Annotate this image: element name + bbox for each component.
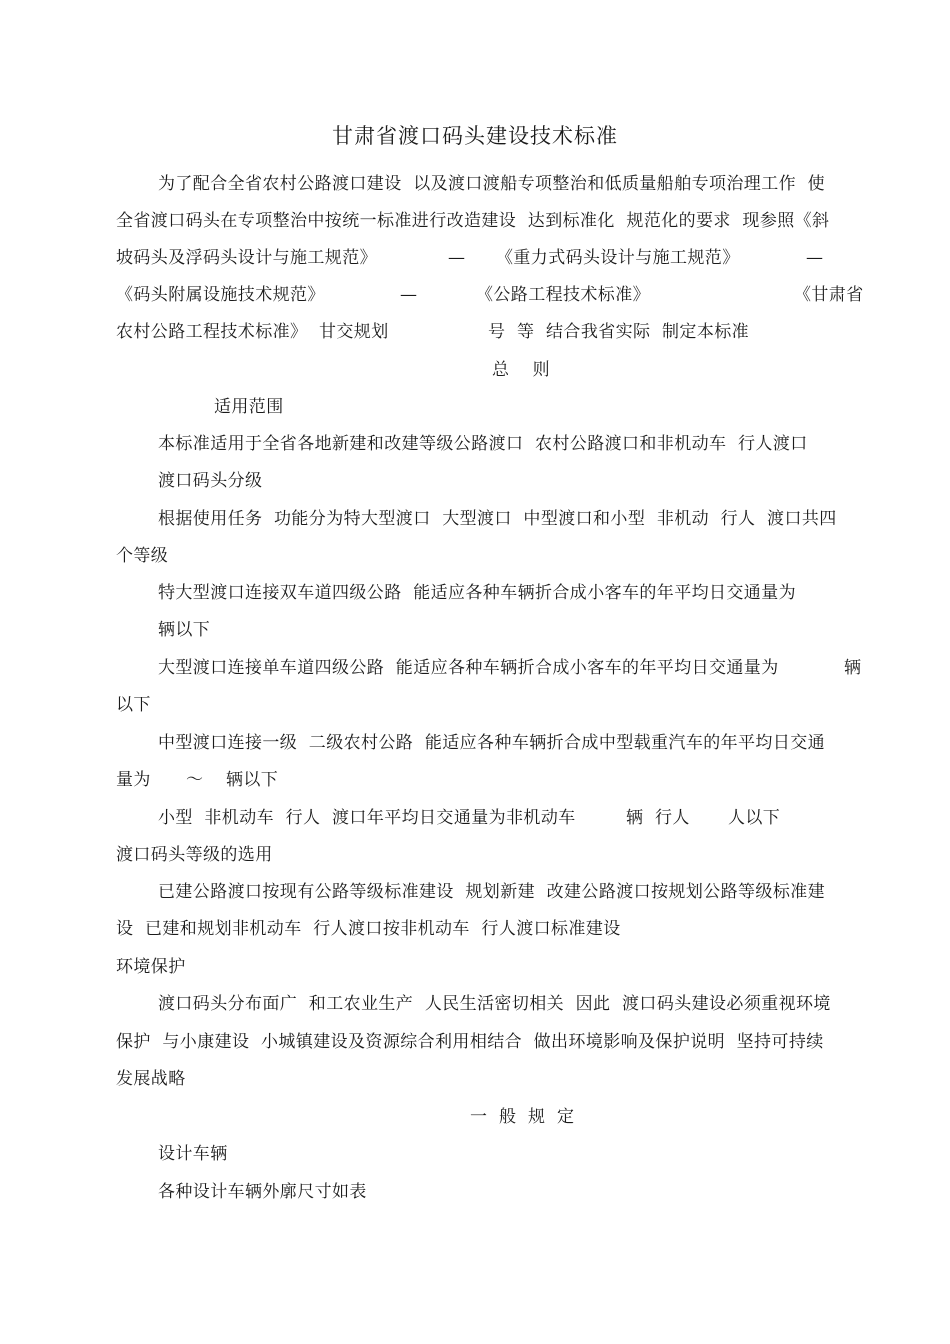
section-heading: 总 则: [492, 360, 551, 380]
document-title: 甘肃省渡口码头建设技术标准: [332, 124, 618, 148]
paragraph-line: 全省渡口码头在专项整治中按统一标准进行改造建设 达到标准化 规范化的要求 现参照《斜: [116, 211, 830, 231]
paragraph-line: 大型渡口连接单车道四级公路 能适应各种车辆折合成小客车的年平均日交通量为: [158, 658, 779, 678]
paragraph-line: 辆以下: [226, 770, 279, 790]
paragraph-line: 根据使用任务 功能分为特大型渡口 大型渡口 中型渡口和小型 非机动 行人 渡口共四: [158, 509, 837, 529]
subsection-heading: 渡口码头分级: [158, 471, 263, 491]
paragraph-line: 量为: [116, 770, 151, 790]
paragraph-line: 辆以下: [158, 620, 211, 640]
paragraph-line: 保护 与小康建设 小城镇建设及资源综合利用相结合 做出环境影响及保护说明 坚持可持续: [116, 1032, 824, 1052]
subsection-heading: 渡口码头等级的选用: [116, 845, 273, 865]
paragraph-line: 中型渡口连接一级 二级农村公路 能适应各种车辆折合成中型载重汽车的年平均日交通: [158, 733, 826, 753]
paragraph-line: 农村公路工程技术标准》 甘交规划: [116, 322, 389, 342]
paragraph-line: 小型 非机动车 行人 渡口年平均日交通量为非机动车: [158, 808, 576, 828]
paragraph-line: 《码头附属设施技术规范》: [116, 285, 325, 305]
paragraph-line: 辆: [844, 658, 862, 678]
paragraph-line: 设 已建和规划非机动车 行人渡口按非机动车 行人渡口标准建设: [116, 919, 621, 939]
subsection-heading: 适用范围: [214, 397, 284, 417]
dash-separator: —: [806, 248, 824, 268]
paragraph-line: 发展战略: [116, 1069, 186, 1089]
paragraph-line: 坡码头及浮码头设计与施工规范》: [116, 248, 377, 268]
paragraph-line: 号 等 结合我省实际 制定本标准: [488, 322, 750, 342]
subsection-heading: 设计车辆: [158, 1144, 228, 1164]
paragraph-line: 本标准适用于全省各地新建和改建等级公路渡口 农村公路渡口和非机动车 行人渡口: [158, 434, 808, 454]
paragraph-line: 《重力式码头设计与施工规范》: [496, 248, 740, 268]
paragraph-line: 各种设计车辆外廓尺寸如表: [158, 1182, 367, 1202]
tilde-separator: ～: [186, 770, 204, 790]
dash-separator: —: [448, 248, 466, 268]
paragraph-line: 特大型渡口连接双车道四级公路 能适应各种车辆折合成小客车的年平均日交通量为: [158, 583, 797, 603]
paragraph-line: 已建公路渡口按现有公路等级标准建设 规划新建 改建公路渡口按规划公路等级标准建: [158, 882, 826, 902]
section-heading: 一 般 规 定: [470, 1107, 575, 1127]
dash-separator: —: [400, 285, 418, 305]
paragraph-line: 《公路工程技术标准》: [476, 285, 650, 305]
paragraph-line: 人以下: [728, 808, 781, 828]
paragraph-line: 《甘肃省: [794, 285, 864, 305]
paragraph-line: 个等级: [116, 546, 169, 566]
paragraph-line: 为了配合全省农村公路渡口建设 以及渡口渡船专项整治和低质量船舶专项治理工作 使: [158, 174, 826, 194]
subsection-heading: 环境保护: [116, 957, 186, 977]
paragraph-line: 渡口码头分布面广 和工农业生产 人民生活密切相关 因此 渡口码头建设必须重视环境: [158, 994, 831, 1014]
paragraph-line: 辆 行人: [626, 808, 690, 828]
paragraph-line: 以下: [116, 695, 151, 715]
